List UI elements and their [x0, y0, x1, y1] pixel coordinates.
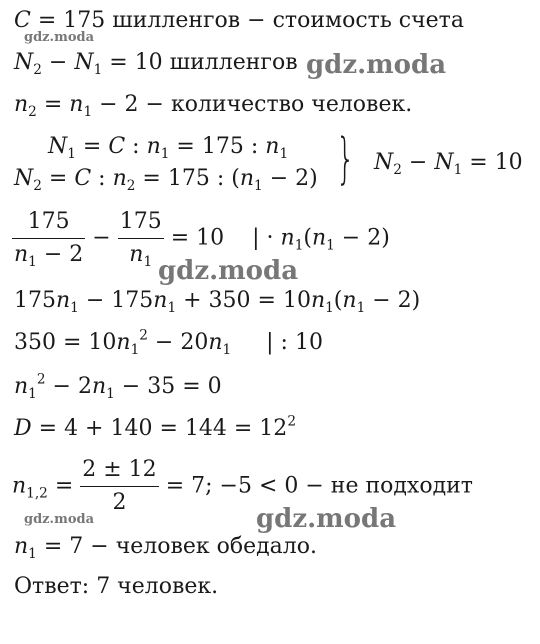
fraction-two-num: 175	[118, 206, 164, 239]
line-expanded: $175n_1 - 175n_1 + 350 = 10n_1(n_1 - 2)$	[14, 288, 421, 316]
roots-rest: = 7; −5 < 0 − не подходит	[165, 473, 473, 499]
l9-c: − 35 = 0	[121, 374, 222, 399]
l7-c: + 350 = 10	[183, 288, 311, 313]
fraction-one-den: − 2	[43, 242, 84, 267]
watermark-logo: gdz.moda	[158, 256, 299, 286]
fraction-two: $\frac{175}{n_1}$	[118, 206, 164, 271]
watermark-logo: gdz.moda	[24, 512, 95, 527]
l8-a: 350 = 10	[14, 330, 117, 355]
line-quadratic: $n_1^2 - 2n_1 - 35 = 0$	[14, 371, 222, 402]
n1-eq-text: 175 :	[201, 134, 259, 159]
line-n1-equation: $N_1 = C$ : $n_1 = 175$ : $n_1$	[48, 134, 289, 162]
line-roots: $n_{1,2}$ = $\frac{2 \pm 12}{2}$ = 7; −5 < 0 − не подходит	[12, 454, 473, 519]
n2-eq-end: − 2)	[269, 166, 318, 191]
watermark-logo: gdz.moda	[306, 50, 447, 80]
roots-den: 2	[112, 490, 127, 515]
line-system-rhs: $N_2 - N_1 = 10$	[374, 150, 523, 178]
cost-text: 175 шилленгов − стоимость счета	[63, 8, 464, 33]
rhs-value: 10	[494, 150, 523, 175]
people-text: − 2 − количество человек.	[99, 92, 413, 117]
l9-b: − 2	[52, 374, 92, 399]
difference-text: 10 шилленгов	[134, 50, 298, 75]
roots-sub: 1,2	[26, 485, 48, 502]
n2-eq-text: 175 : (	[167, 166, 240, 191]
watermark-logo: gdz.moda	[256, 504, 397, 534]
roots-fraction	[80, 454, 158, 519]
eq10-text: = 10	[170, 225, 225, 251]
line-fraction-equation: $\frac{175}{n_1 - 2}$ − $\frac{175}{n_1}$ = 10 | · $n_1(n_1 - 2)$	[12, 206, 390, 271]
line-discriminant: $D = 4 + 140 = 144 = 12^2$	[14, 413, 296, 441]
l8-b: − 20	[154, 330, 209, 355]
answer-text: Ответ: 7 человек.	[14, 574, 219, 599]
roots-num: 2 ± 12	[80, 454, 158, 487]
l10-a: = 4 + 140 = 144 = 12	[38, 416, 288, 441]
line-result: $n_1 = 7$ − человек обедало.	[14, 534, 318, 562]
l7-b: − 175	[85, 288, 154, 313]
system-brace: }	[336, 127, 355, 190]
l7-a: 175	[14, 288, 56, 313]
l10-sup: 2	[287, 413, 296, 430]
watermark-logo: gdz.moda	[24, 30, 95, 45]
l8-c: | : 10	[266, 330, 323, 355]
mult-bar: |	[252, 225, 260, 251]
answer-line	[14, 572, 218, 602]
line-simplified: $350 = 10n_1^2 - 20n_1$ | : 10	[14, 327, 323, 358]
fraction-one-num: 175	[12, 206, 85, 239]
line-cost: C = 175 шилленгов − стоимость счета	[14, 8, 464, 33]
fraction-one: $\frac{175}{n_1 - 2}$	[12, 206, 85, 271]
line-people: $n_2 = n_1 - 2$ − количество человек.	[14, 92, 413, 120]
line-difference: $N_2 - N_1 = 10$ шилленгов	[14, 50, 298, 78]
result-text: = 7 − человек обедало.	[43, 534, 318, 559]
line-n2-equation: $N_2 = C$ : $n_2 = 175$ : $(n_1 - 2)$	[14, 166, 318, 194]
